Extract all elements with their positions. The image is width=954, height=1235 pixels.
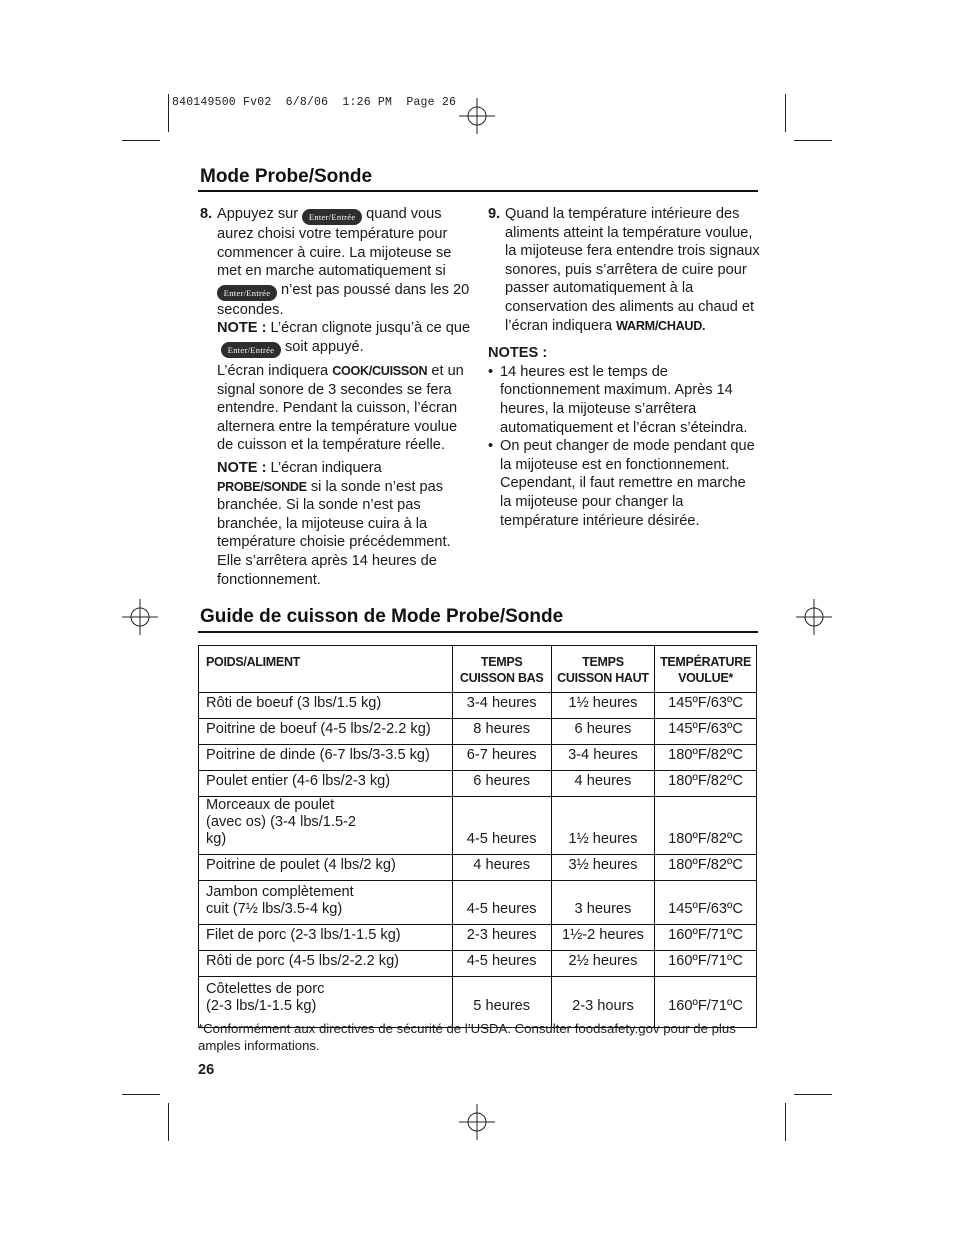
print-slug: 840149500 Fv02 6/8/06 1:26 PM Page 26 [172,96,457,109]
table-row [199,719,757,745]
crop-mark [794,140,832,141]
table-cell: 1½ heures [551,797,654,855]
table-cell: 145ºF/63ºC [655,881,757,925]
left-column [200,205,472,589]
column-header: POIDS/ALIMENT [199,646,453,693]
display-paragraph [217,362,472,455]
note-text: On peut changer de mode pendant que la mijoteuse est en fonctionnement. Cependant, il faut remettre en marche la mijoteuse pour changer la température intérieure désirée. [500,438,755,529]
table-cell: Poulet entier (4-6 lbs/2-3 kg) [199,771,453,797]
registration-mark-icon [796,599,832,635]
table-cell: 3-4 heures [452,693,551,719]
right-column [488,205,760,530]
table-row [199,745,757,771]
step-text: quand vous aurez choisi votre température pour commencer à cuire. La mijoteuse se met en marche automatiquement si [217,206,452,280]
table-row [199,771,757,797]
table-cell: 180ºF/82ºC [655,855,757,881]
table-cell: 6 heures [452,771,551,797]
step-8 [200,205,472,589]
step-9-text [505,205,760,335]
table-cell: 4 heures [452,855,551,881]
table-cell: 4-5 heures [452,881,551,925]
table-cell: 3½ heures [551,855,654,881]
registration-mark-icon [459,98,495,134]
table-cell: 160ºF/71ºC [655,925,757,951]
notes-label: NOTES : [488,345,548,362]
note-text: L’écran clignote jusqu’à ce que [270,320,471,337]
step-8-text [217,205,472,319]
table-cell: 1½ heures [551,693,654,719]
note-text: L’écran indiquera [270,459,382,476]
table-cell: 160ºF/71ºC [655,951,757,977]
table-cell: 145ºF/63ºC [655,719,757,745]
table-cell: 180ºF/82ºC [655,771,757,797]
paragraph-text: L’écran indiquera [217,362,329,379]
table-cell: 4 heures [551,771,654,797]
table-cell: Poitrine de boeuf (4-5 lbs/2-2.2 kg) [199,719,453,745]
step-text: Appuyez sur [217,206,299,222]
crop-mark [794,1094,832,1095]
table-cell: Poitrine de poulet (4 lbs/2 kg) [199,855,453,881]
table-cell: 2-3 hours [551,977,654,1028]
table-row [199,977,757,1028]
table-cell: 4-5 heures [452,951,551,977]
table-cell: 1½-2 heures [551,925,654,951]
registration-mark-icon [122,599,158,635]
crop-mark [122,1094,160,1095]
crop-mark [168,1103,169,1141]
note-text: 14 heures est le temps de fonctionnement maximum. Après 14 heures, la mijoteuse s’arrêtera automatiquement et l’écran s’éteindra. [500,363,748,436]
step-text: Quand la température intérieure des aliments atteint la température voulue, la mijoteuse fera entendre trois signaux sonores, puis s’arrêtera de cuire pour passer automatiquement à la conservation des aliments au chaud et l’écran indiquera [505,206,760,334]
display-code: PROBE/SONDE [217,479,307,494]
column-header: TEMPS CUISSON BAS [452,646,551,693]
step-number: 9. [488,206,501,222]
table-cell: 6-7 heures [452,745,551,771]
bullet-icon: • [488,363,494,380]
column-header: TEMPÉRATURE VOULUE* [655,646,757,693]
step-text: n’est pas poussé dans les 20 secondes. [217,281,470,318]
table-cell: 5 heures [452,977,551,1028]
table-cell: Rôti de porc (4-5 lbs/2-2.2 kg) [199,951,453,977]
display-code: COOK/CUISSON [332,363,428,378]
cooking-guide-table [198,645,757,1028]
note-text: soit appuyé. [285,338,364,355]
table-cell: Rôti de boeuf (3 lbs/1.5 kg) [199,693,453,719]
enter-button-icon: Enter/Entrée [217,285,277,301]
note-item [488,363,760,437]
table-cell: 3 heures [551,881,654,925]
table-row [199,925,757,951]
crop-mark [122,140,160,141]
footnote: *Conformément aux directives de sécurité de l’USDA. Consulter foodsafety.gov pour de plus amples informations. [198,1021,736,1053]
paragraph-text: et un signal sonore de 3 secondes se fera entendre. Pendant la cuisson, l’écran alternera entre la température voulue de cuisson et la température réelle. [217,362,464,454]
table-cell: Filet de porc (2-3 lbs/1-1.5 kg) [199,925,453,951]
section-rule [198,190,758,192]
table-cell: 180ºF/82ºC [655,745,757,771]
table-cell: 3-4 heures [551,745,654,771]
note-2 [217,459,472,589]
table-row [199,797,757,855]
section-title-probe-mode: Mode Probe/Sonde [200,166,373,187]
table-row [199,951,757,977]
table-row [199,881,757,925]
table-cell: Jambon complètement cuit (7½ lbs/3.5-4 kg) [199,881,453,925]
table-cell: 4-5 heures [452,797,551,855]
section-rule [198,631,758,633]
table-cell: 160ºF/71ºC [655,977,757,1028]
note-label: NOTE : [217,459,267,476]
notes-title [488,344,760,363]
enter-button-icon: Enter/Entrée [221,342,281,358]
note-item [488,437,760,530]
section-title-cooking-guide: Guide de cuisson de Mode Probe/Sonde [200,606,564,627]
crop-mark [168,94,169,132]
note-text: si la sonde n’est pas branchée. Si la sonde n’est pas branchée, la mijoteuse cuira à la température choisie précédemment. Elle s’arrêtera après 14 heures de fonctionnement. [217,478,451,588]
bullet-icon: • [488,438,494,455]
table-cell: 180ºF/82ºC [655,797,757,855]
table-row [199,855,757,881]
spacer [488,335,760,344]
crop-mark [785,1103,786,1141]
crop-mark [785,94,786,132]
step-number: 8. [200,206,213,222]
enter-button-icon: Enter/Entrée [302,209,362,225]
note-label: NOTE : [217,320,267,337]
step-9 [488,205,760,335]
table-cell: 145ºF/63ºC [655,693,757,719]
table-cell: Poitrine de dinde (6-7 lbs/3-3.5 kg) [199,745,453,771]
page-number: 26 [198,1062,215,1078]
table-cell: 8 heures [452,719,551,745]
column-header: TEMPS CUISSON HAUT [551,646,654,693]
display-code: WARM/CHAUD. [616,318,706,333]
table-header-row [199,646,757,693]
table-cell: 2-3 heures [452,925,551,951]
note-1 [217,319,472,358]
registration-mark-icon [459,1104,495,1140]
table-cell: Côtelettes de porc (2-3 lbs/1-1.5 kg) [199,977,453,1028]
table-row [199,693,757,719]
table-cell: Morceaux de poulet (avec os) (3-4 lbs/1.5-2 kg) [199,797,453,855]
table-cell: 6 heures [551,719,654,745]
table-cell: 2½ heures [551,951,654,977]
